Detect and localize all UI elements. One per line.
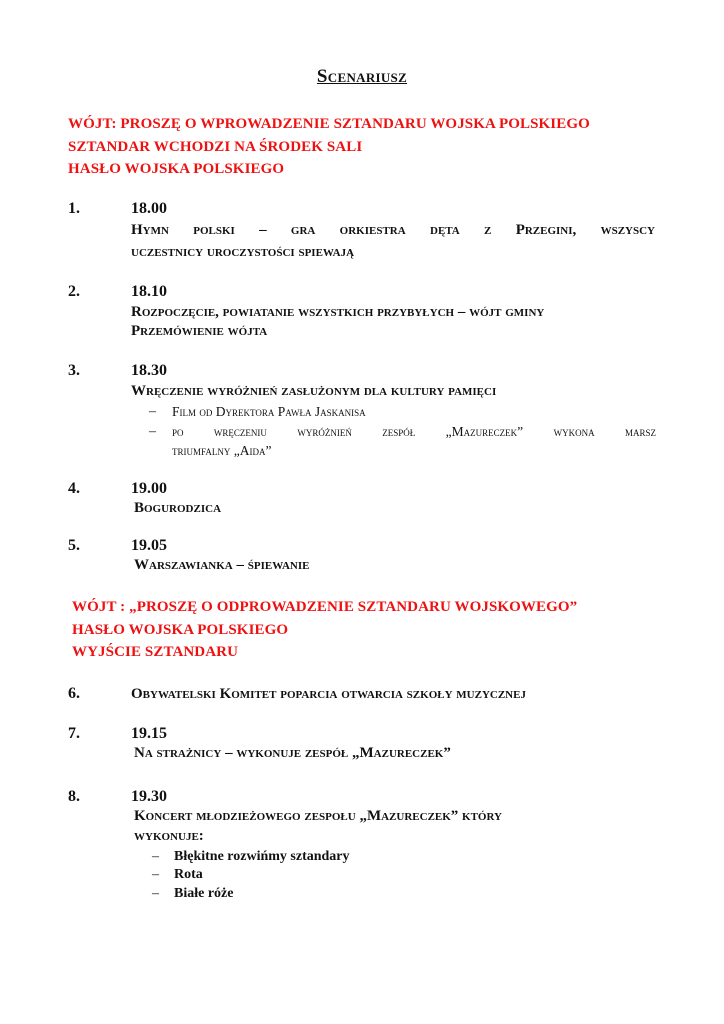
item-1-desc-line-1: Hymn polski – gra orkiestra dęta z Przegini, wszyscy <box>131 222 655 238</box>
item-7-time: 19.15 <box>131 725 167 742</box>
item-3-sub-1-bullet: – <box>149 404 156 419</box>
item-6-number: 6. <box>68 685 80 702</box>
song-1: Błękitne rozwińmy sztandary <box>174 849 350 864</box>
middle-line-3: WYJŚCIE SZTANDARU <box>72 644 239 660</box>
item-8-desc-line-2: wykonuje: <box>134 828 204 844</box>
intro-line-1: WÓJT: PROSZĘ O WPROWADZENIE SZTANDARU WOJSKA POLSKIEGO <box>68 116 590 132</box>
item-8-time: 19.30 <box>131 788 167 805</box>
intro-line-3: HASŁO WOJSKA POLSKIEGO <box>68 161 285 177</box>
item-2-time: 18.10 <box>131 283 167 300</box>
item-5-desc-line-1: Warszawianka – śpiewanie <box>134 557 310 573</box>
item-3-sub-1: Film od Dyrektora Pawła Jaskanisa <box>172 404 366 419</box>
item-1-desc-line-2: uczestnicy uroczystości spiewają <box>131 244 355 260</box>
page-title: Scenariusz <box>316 66 408 87</box>
song-3: Białe róże <box>174 886 234 901</box>
song-2: Rota <box>174 867 203 882</box>
item-5-time: 19.05 <box>131 537 167 554</box>
item-3-sub-2-line-2: triumfalny „Aida” <box>172 443 272 458</box>
middle-line-1: WÓJT : „PROSZĘ O ODPROWADZENIE SZTANDARU WOJSKOWEGO” <box>72 599 578 615</box>
item-6-desc-line-1: Obywatelski Komitet poparcia otwarcia szkoły muzycznej <box>131 686 526 702</box>
item-4-number: 4. <box>68 480 80 497</box>
item-2-desc-line-1: Rozpoczęcie, powiatanie wszystkich przybyłych – wójt gminy <box>131 304 545 320</box>
song-3-bullet: – <box>152 886 159 901</box>
item-4-desc-line-1: Bogurodzica <box>134 500 222 516</box>
item-3-sub-2-line-1: po wręczeniu wyróżnień zespół „Mazureczek” wykona marsz <box>172 424 656 439</box>
item-3-number: 3. <box>68 362 80 379</box>
item-3-desc-line-1: Wręczenie wyróżnień zasłużonym dla kultury pamięci <box>131 383 497 399</box>
item-2-desc-line-2: Przemówienie wójta <box>131 323 268 339</box>
item-5-number: 5. <box>68 537 80 554</box>
item-7-number: 7. <box>68 725 80 742</box>
item-2-number: 2. <box>68 283 80 300</box>
item-8-number: 8. <box>68 788 80 805</box>
song-1-bullet: – <box>152 849 159 864</box>
song-2-bullet: – <box>152 867 159 882</box>
intro-line-2: SZTANDAR WCHODZI NA ŚRODEK SALI <box>68 139 363 155</box>
item-1-time: 18.00 <box>131 200 167 217</box>
item-3-sub-2-bullet: – <box>149 424 156 439</box>
item-8-desc-line-1: Koncert młodzieżowego zespołu „Mazureczek” który <box>134 808 502 824</box>
item-7-desc-line-1: Na strażnicy – wykonuje zespół „Mazureczek” <box>134 745 451 761</box>
item-4-time: 19.00 <box>131 480 167 497</box>
item-3-time: 18.30 <box>131 362 167 379</box>
item-1-number: 1. <box>68 200 80 217</box>
middle-line-2: HASŁO WOJSKA POLSKIEGO <box>72 622 289 638</box>
